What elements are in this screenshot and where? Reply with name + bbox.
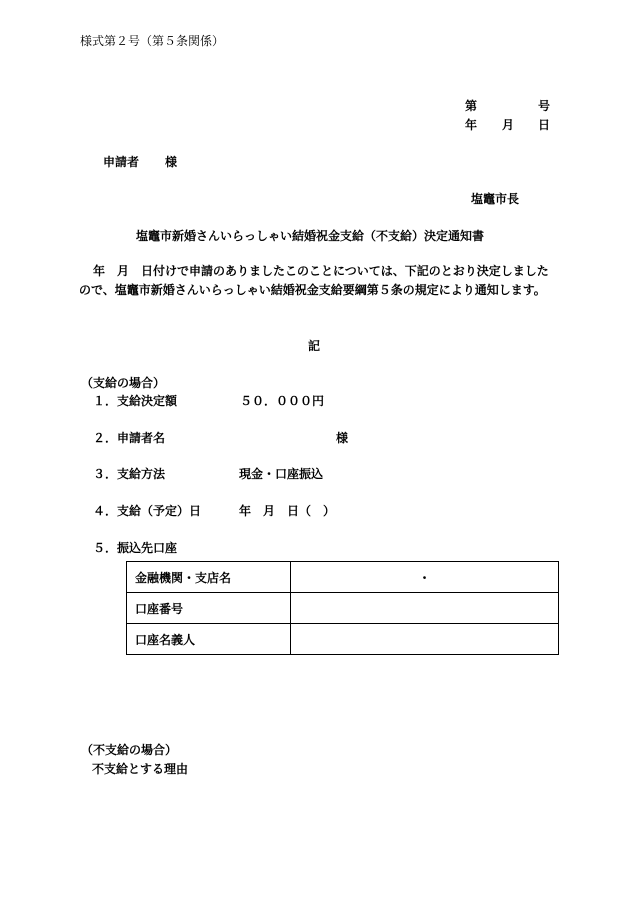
form-number: 様式第２号（第５条関係） <box>80 34 225 48</box>
date-month: 月 <box>502 118 515 132</box>
payment-method-label: ３．支給方法 <box>93 467 166 481</box>
payment-method-value: 現金・口座振込 <box>239 467 324 481</box>
table-row <box>127 624 559 655</box>
bank-account-label: ５．振込先口座 <box>93 541 178 555</box>
account-number-value <box>291 593 559 624</box>
grant-amount-label: １．支給決定額 <box>93 394 178 408</box>
grant-heading: （支給の場合） <box>81 376 166 390</box>
issuer: 塩竈市長 <box>471 192 520 206</box>
account-holder-label: 口座名義人 <box>127 624 291 655</box>
table-row <box>127 593 559 624</box>
payment-date-label: ４．支給（予定）日 <box>93 504 202 518</box>
account-holder-value <box>291 624 559 655</box>
applicant-name-honorific: 様 <box>336 431 349 445</box>
document-title: 塩竈市新婚さんいらっしゃい結婚祝金支給（不支給）決定通知書 <box>136 229 485 243</box>
table-row <box>127 562 559 593</box>
bank-branch-label: 金融機関・支店名 <box>127 562 291 593</box>
addressee-honorific: 様 <box>165 155 178 169</box>
bank-account-table <box>126 561 559 655</box>
document-number-suffix: 号 <box>538 99 551 113</box>
addressee-label: 申請者 <box>103 155 140 169</box>
grant-amount-value: ５０．０００円 <box>240 394 325 408</box>
body-paragraph: 年 月 日付けで申請のありましたこのことについては、下記のとおり決定しましたので、塩竈市新婚さんいらっしゃい結婚祝金支給要綱第５条の規定により通知します。 <box>79 264 549 297</box>
non-grant-reason-label: 不支給とする理由 <box>92 762 189 776</box>
ki-heading: 記 <box>308 339 321 353</box>
bank-branch-value: ・ <box>291 562 559 593</box>
date-day: 日 <box>538 118 551 132</box>
date-year: 年 <box>465 118 478 132</box>
applicant-name-label: ２．申請者名 <box>93 431 166 445</box>
document-number-prefix: 第 <box>465 99 478 113</box>
account-number-label: 口座番号 <box>127 593 291 624</box>
payment-date-value: 年 月 日（ ） <box>239 504 336 518</box>
non-grant-heading: （不支給の場合） <box>81 743 178 757</box>
